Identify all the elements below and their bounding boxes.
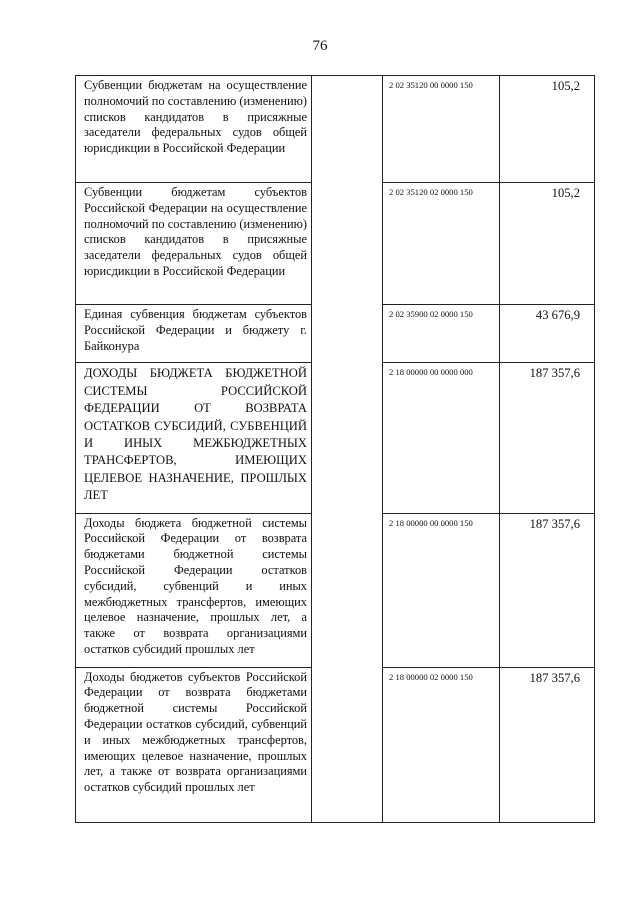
page-number: 76 <box>312 38 328 54</box>
amount-cell: 187 357,6 <box>500 513 595 667</box>
income-name-cell: Единая субвенция бюджетам субъектов Российской Федерации и бюджету г. Байконура <box>76 305 312 363</box>
budget-code-cell: 2 02 35120 02 0000 150 <box>383 183 500 305</box>
amount-cell: 105,2 <box>500 183 595 305</box>
income-name-cell: Субвенции бюджетам на осуществление полномочий по составлению (изменению) списков кандидатов в присяжные заседатели федеральных судов общей юрисдикции в Российской Федерации <box>76 76 312 183</box>
empty-column-cell <box>312 76 383 823</box>
budget-code-cell: 2 18 00000 00 0000 000 <box>383 363 500 513</box>
budget-income-table <box>75 75 595 823</box>
income-name-cell: Доходы бюджета бюджетной системы Российской Федерации от возврата бюджетами бюджетной системы Российской Федерации остатков субсидий, субвенций и иных межбюджетных трансфертов, имеющих целевое назначение, прошлых лет, а также от возврата организациями остатков субсидий прошлых лет <box>76 513 312 667</box>
budget-code-cell: 2 02 35900 02 0000 150 <box>383 305 500 363</box>
amount-cell: 187 357,6 <box>500 667 595 822</box>
amount-cell: 43 676,9 <box>500 305 595 363</box>
budget-code-cell: 2 18 00000 00 0000 150 <box>383 513 500 667</box>
income-name-cell: Доходы бюджетов субъектов Российской Федерации от возврата бюджетами бюджетной системы Российской Федерации остатков субсидий, субвенций и иных межбюджетных трансфертов, имеющих целевое назначение, прошлых лет, а также от возврата организациями остатков субсидий прошлых лет <box>76 667 312 822</box>
budget-code-cell: 2 18 00000 02 0000 150 <box>383 667 500 822</box>
amount-cell: 105,2 <box>500 76 595 183</box>
income-name-cell: Субвенции бюджетам субъектов Российской Федерации на осуществление полномочий по составлению (изменению) списков кандидатов в присяжные заседатели федеральных судов общей юрисдикции в Российской Федерации <box>76 183 312 305</box>
amount-cell: 187 357,6 <box>500 363 595 513</box>
budget-code-cell: 2 02 35120 00 0000 150 <box>383 76 500 183</box>
income-name-cell: ДОХОДЫ БЮДЖЕТА БЮДЖЕТНОЙ СИСТЕМЫ РОССИЙСКОЙ ФЕДЕРАЦИИ ОТ ВОЗВРАТА ОСТАТКОВ СУБСИДИЙ, СУБВЕНЦИЙ И ИНЫХ МЕЖБЮДЖЕТНЫХ ТРАНСФЕРТОВ, ИМЕЮЩИХ ЦЕЛЕВОЕ НАЗНАЧЕНИЕ, ПРОШЛЫХ ЛЕТ <box>76 363 312 513</box>
table-row <box>76 76 595 183</box>
